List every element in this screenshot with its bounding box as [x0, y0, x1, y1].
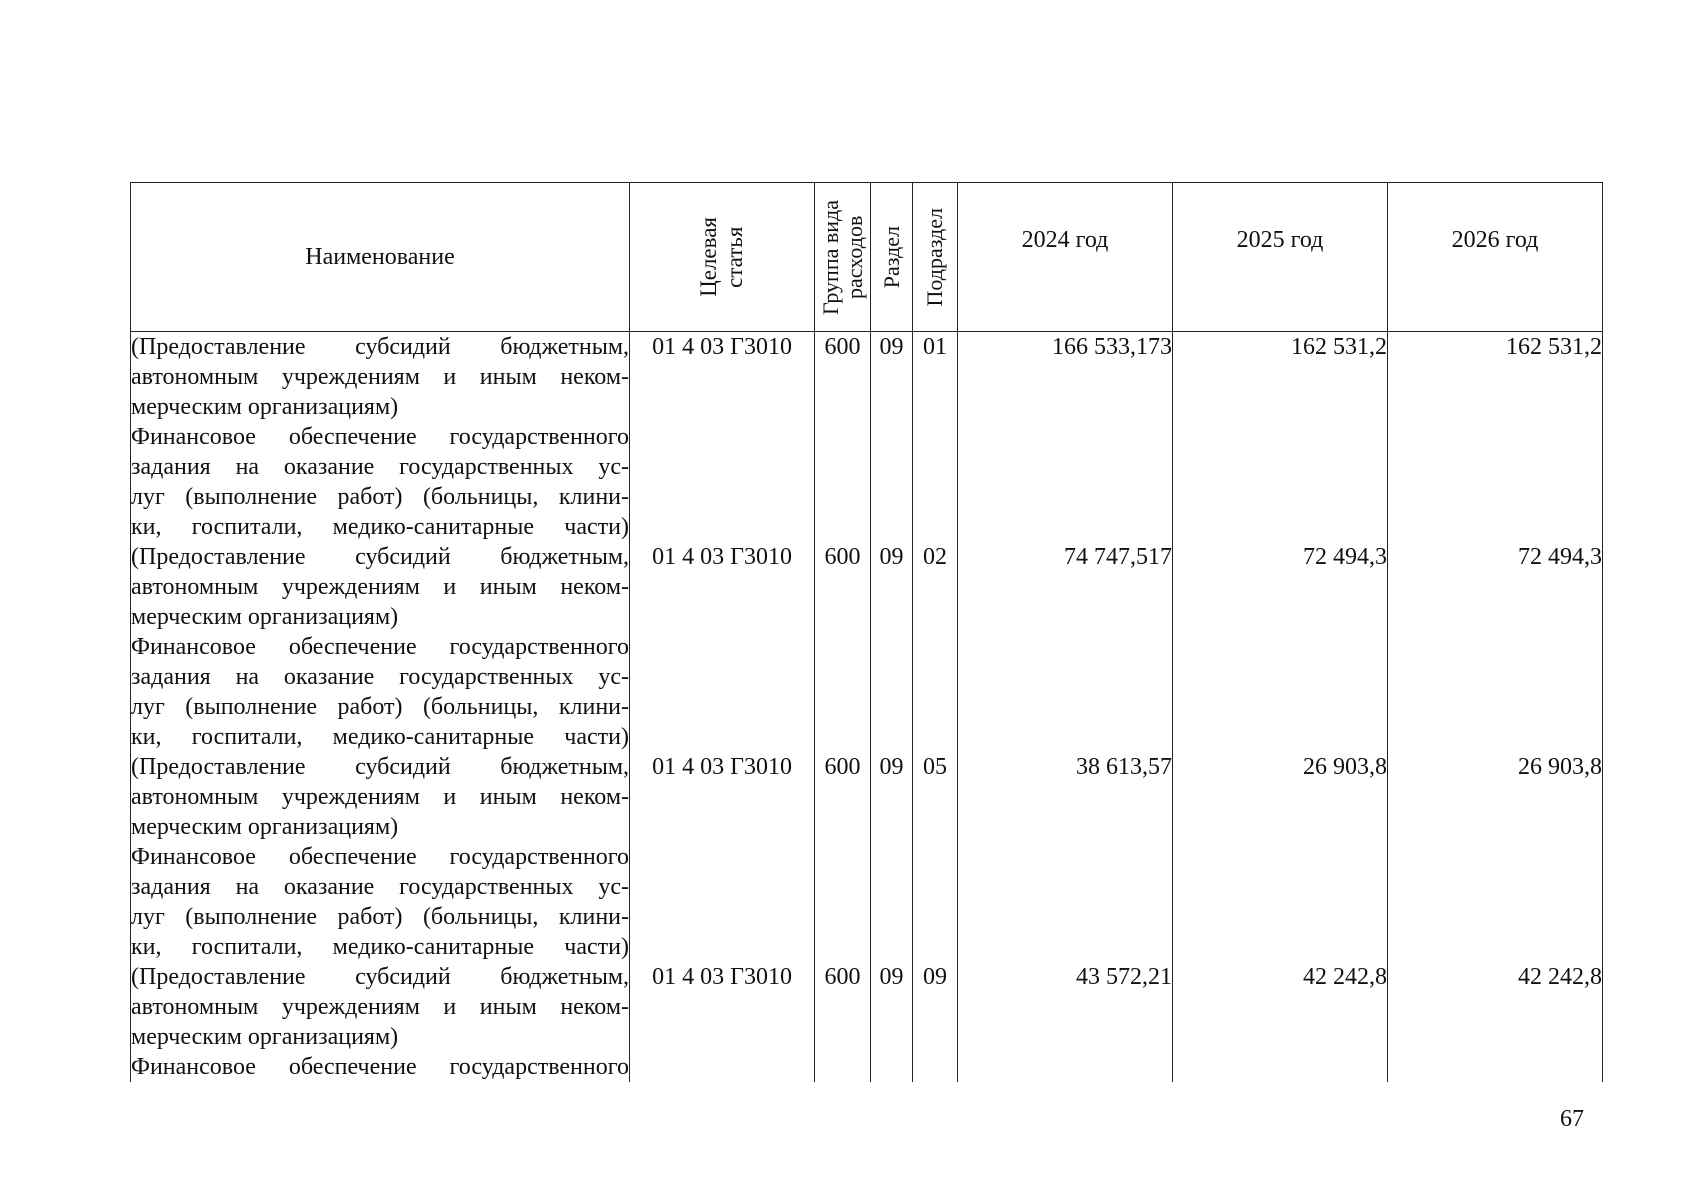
name-line: Финансовое обеспечение государственного: [131, 424, 629, 450]
name-line: луг (выполнение работ) (больницы, клини-: [131, 904, 629, 930]
amount-2025-cell: 162 531,2: [1173, 332, 1388, 543]
page-number: 67: [1560, 1106, 1584, 1132]
header-2025: [1173, 183, 1388, 332]
header-2024: [958, 183, 1173, 332]
amount-2024-cell: 43 572,21: [958, 962, 1173, 1082]
name-line: Финансовое обеспечение государственного: [131, 844, 629, 870]
header-2024-label: 2024 год: [1021, 227, 1109, 253]
section-cell: 09: [871, 752, 913, 962]
subsection-cell: 02: [913, 542, 958, 752]
header-2026-label: 2026 год: [1451, 227, 1539, 253]
amount-2024-cell: 74 747,517: [958, 542, 1173, 752]
name-line: задания на оказание государственных ус-: [131, 664, 629, 690]
name-line: (Предоставление субсидий бюджетным,: [131, 754, 629, 780]
expense-group-cell: 600: [815, 752, 871, 962]
name-line: луг (выполнение работ) (больницы, клини-: [131, 484, 629, 510]
name-line: автономным учреждениям и иным неком-: [131, 784, 629, 810]
name-line: мерческим организациям): [131, 1024, 399, 1050]
header-expense-group: [815, 183, 871, 332]
expense-group-cell: 600: [815, 962, 871, 1082]
row-name-cell: [131, 752, 630, 962]
header-section-label: Раздел: [878, 225, 904, 289]
header-name: Наименование: [131, 183, 630, 332]
table-row: [131, 332, 1603, 543]
header-subsection: [913, 183, 958, 332]
target-article-cell: 01 4 03 Г3010: [630, 542, 815, 752]
budget-table: [130, 182, 1603, 1082]
amount-2024-cell: 38 613,57: [958, 752, 1173, 962]
target-article-cell: 01 4 03 Г3010: [630, 332, 815, 543]
name-line: (Предоставление субсидий бюджетным,: [131, 964, 629, 990]
name-line: мерческим организациям): [131, 814, 399, 840]
name-line: луг (выполнение работ) (больницы, клини-: [131, 694, 629, 720]
table-row: [131, 962, 1603, 1082]
expense-group-cell: 600: [815, 542, 871, 752]
name-line: мерческим организациям): [131, 604, 399, 630]
section-cell: 09: [871, 332, 913, 543]
name-line: Финансовое обеспечение государственного: [131, 634, 629, 660]
header-2025-label: 2025 год: [1236, 227, 1324, 253]
subsection-cell: 05: [913, 752, 958, 962]
target-article-cell: 01 4 03 Г3010: [630, 962, 815, 1082]
header-target-article-label: Целевая статья: [696, 217, 747, 297]
amount-2025-cell: 42 242,8: [1173, 962, 1388, 1082]
amount-2026-cell: 72 494,3: [1388, 542, 1603, 752]
name-line: задания на оказание государственных ус-: [131, 874, 629, 900]
section-cell: 09: [871, 962, 913, 1082]
name-line: мерческим организациям): [131, 394, 399, 420]
name-line: Финансовое обеспечение государственного: [131, 1054, 629, 1080]
name-line: ки, госпитали, медико-санитарные части): [131, 724, 629, 750]
header-section: [871, 183, 913, 332]
header-subsection-label: Подраздел: [922, 207, 948, 307]
row-name-cell: [131, 332, 630, 543]
name-line: (Предоставление субсидий бюджетным,: [131, 334, 629, 360]
name-line: автономным учреждениям и иным неком-: [131, 994, 629, 1020]
row-name-cell: [131, 542, 630, 752]
subsection-cell: 09: [913, 962, 958, 1082]
table-header-row: [131, 183, 1603, 332]
name-line: задания на оказание государственных ус-: [131, 454, 629, 480]
name-line: ки, госпитали, медико-санитарные части): [131, 934, 629, 960]
target-article-cell: 01 4 03 Г3010: [630, 752, 815, 962]
row-name-cell: [131, 962, 630, 1082]
name-line: ки, госпитали, медико-санитарные части): [131, 514, 629, 540]
header-2026: [1388, 183, 1603, 332]
table-row: [131, 752, 1603, 962]
header-expense-group-label: Группа вида расходов: [817, 199, 867, 315]
amount-2025-cell: 72 494,3: [1173, 542, 1388, 752]
expense-group-cell: 600: [815, 332, 871, 543]
header-target-article: [630, 183, 815, 332]
name-line: автономным учреждениям и иным неком-: [131, 574, 629, 600]
section-cell: 09: [871, 542, 913, 752]
amount-2025-cell: 26 903,8: [1173, 752, 1388, 962]
amount-2026-cell: 162 531,2: [1388, 332, 1603, 543]
name-line: автономным учреждениям и иным неком-: [131, 364, 629, 390]
amount-2026-cell: 42 242,8: [1388, 962, 1603, 1082]
subsection-cell: 01: [913, 332, 958, 543]
amount-2026-cell: 26 903,8: [1388, 752, 1603, 962]
table-row: [131, 542, 1603, 752]
name-line: (Предоставление субсидий бюджетным,: [131, 544, 629, 570]
amount-2024-cell: 166 533,173: [958, 332, 1173, 543]
